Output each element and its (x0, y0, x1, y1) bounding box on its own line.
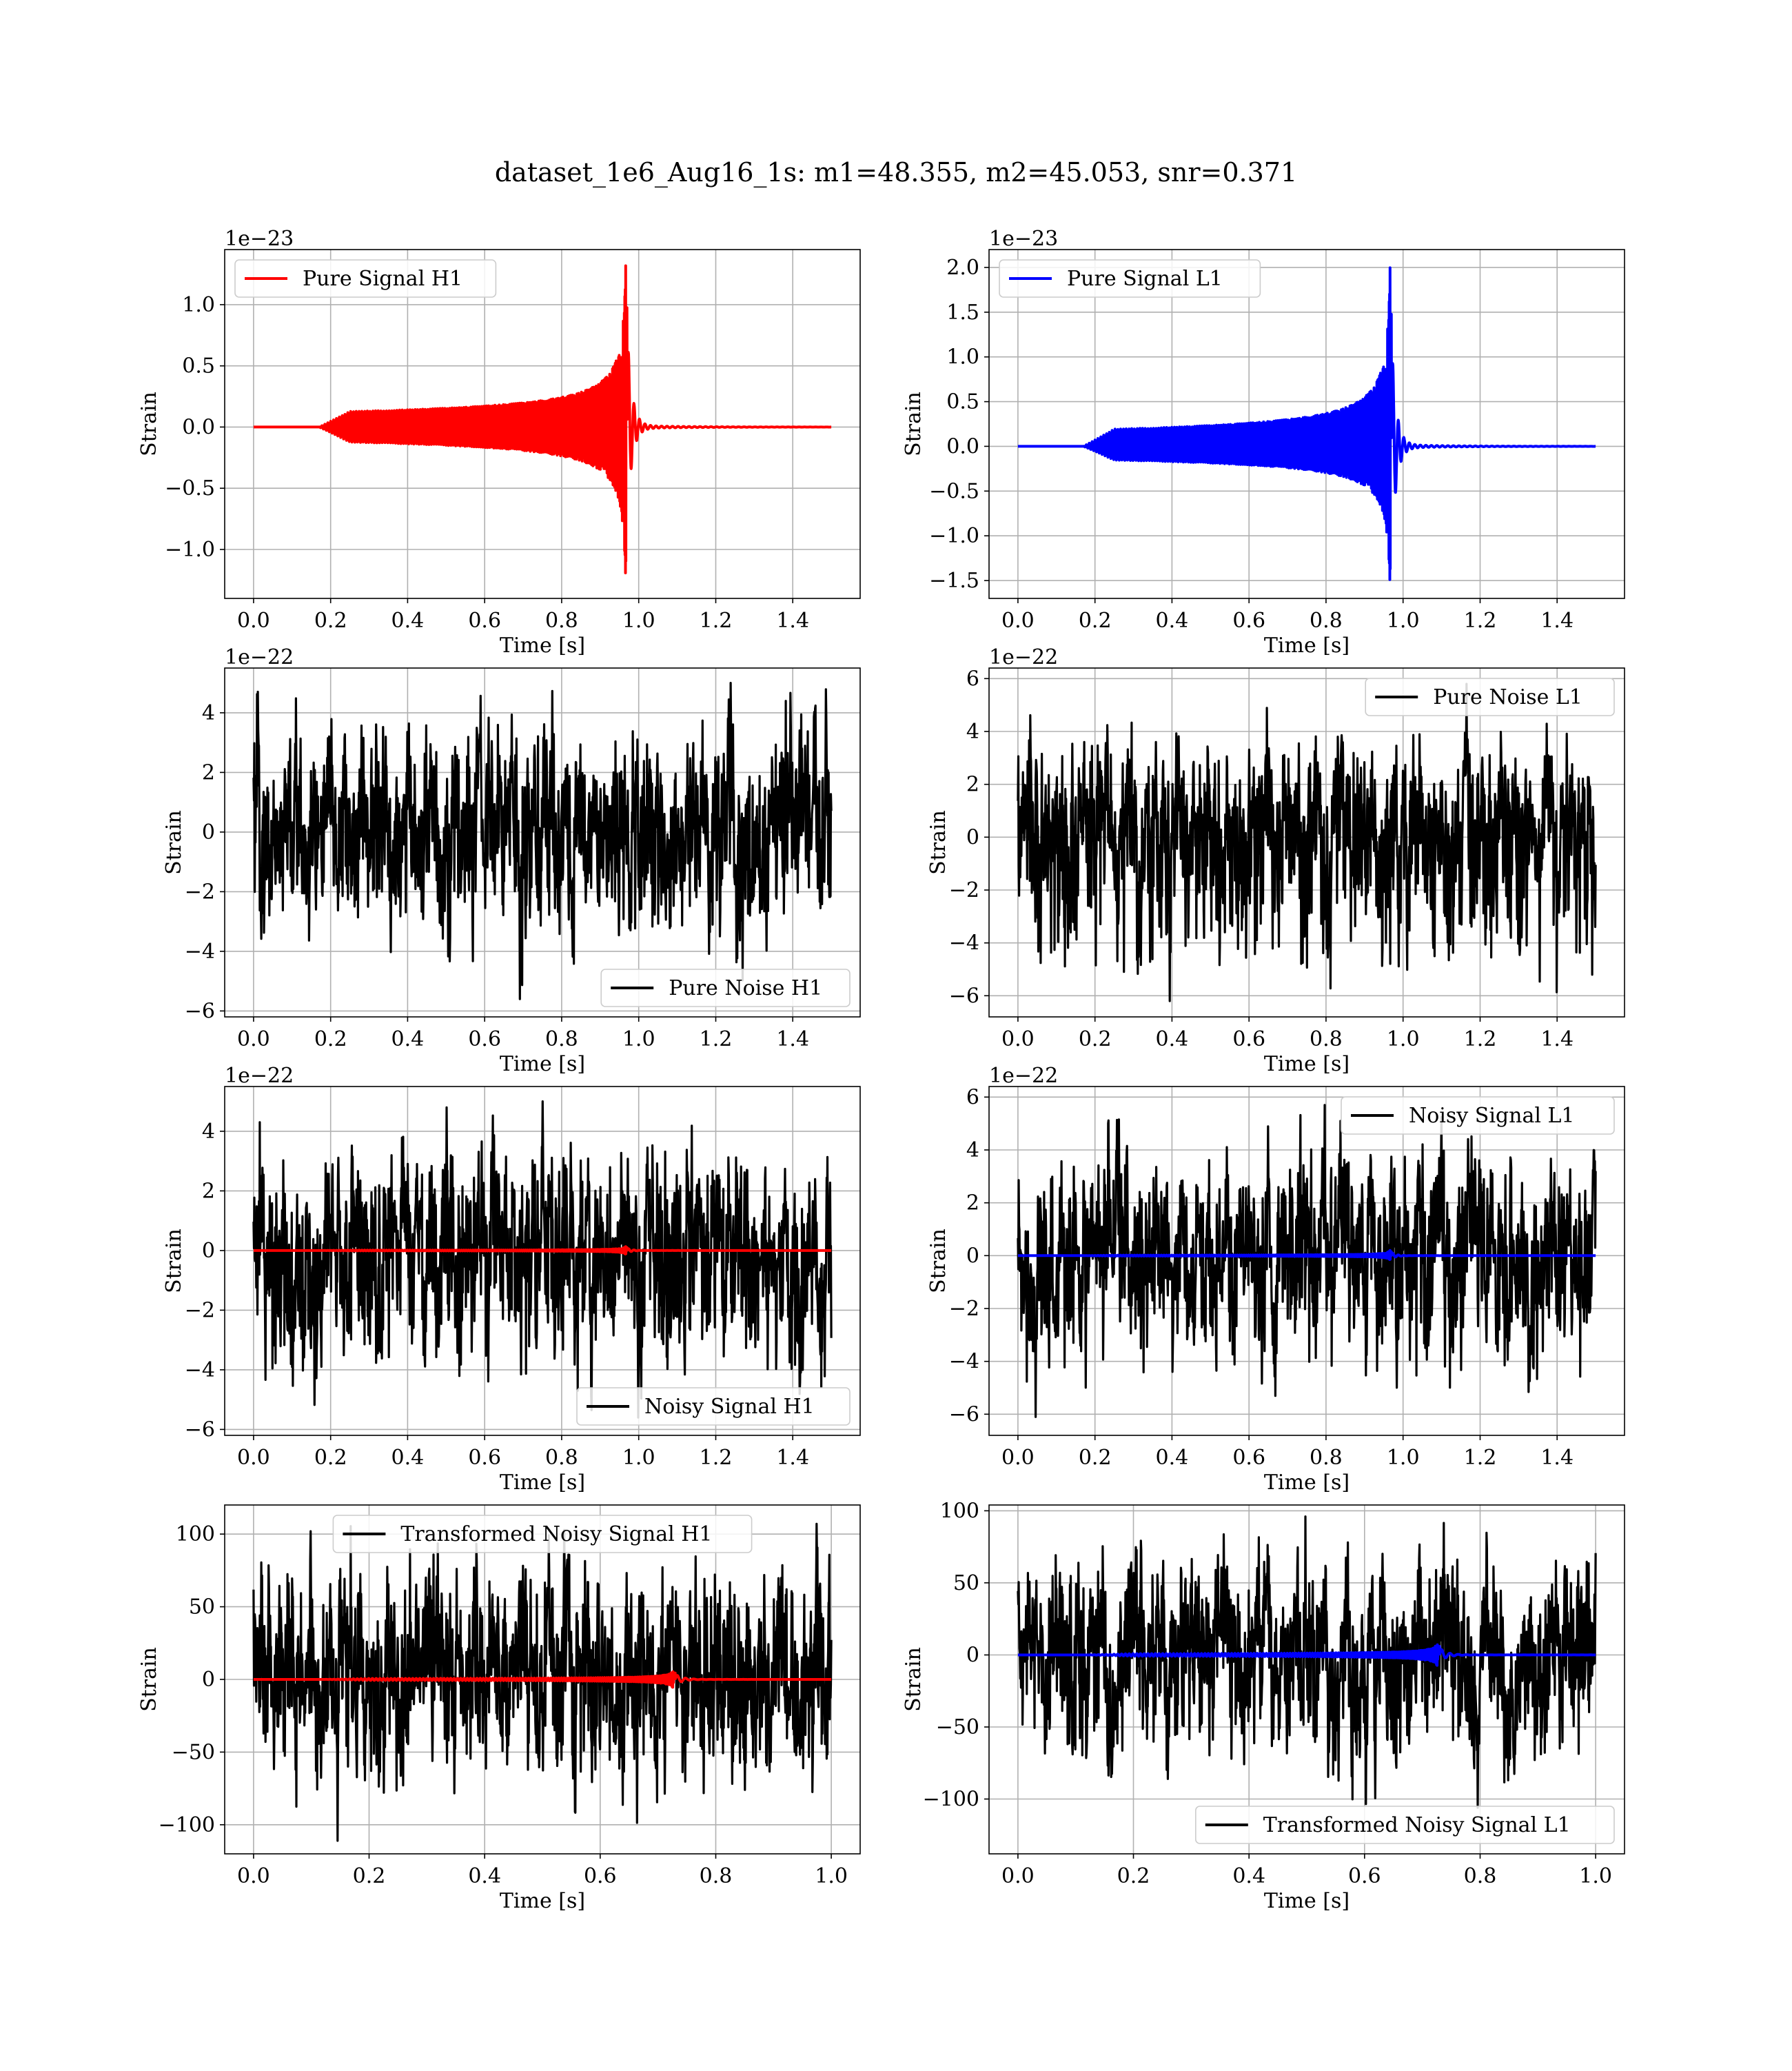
y-tick-label: 0 (201, 1238, 215, 1263)
x-tick-label: 0.6 (1232, 1027, 1266, 1051)
x-tick-label: 0.4 (1155, 609, 1189, 633)
legend (601, 969, 850, 1007)
y-tick-label: −2 (948, 1297, 979, 1321)
y-tick-label: 1.5 (946, 300, 979, 325)
x-tick-label: 0.0 (1001, 1864, 1035, 1888)
y-tick-label: −1.0 (165, 538, 215, 562)
y-tick-label: 2.0 (946, 255, 979, 280)
y-axis-label: Strain (926, 810, 950, 875)
y-tick-label: 100 (939, 1499, 979, 1524)
y-axis-label: Strain (902, 392, 926, 456)
x-tick-label: 0.0 (1001, 1027, 1035, 1051)
x-tick-label: 0.6 (1232, 609, 1266, 633)
x-tick-label: 0.8 (545, 609, 578, 633)
y-tick-label: 0.5 (946, 390, 979, 414)
x-tick-label: 1.0 (1386, 1446, 1420, 1470)
x-tick-label: 1.0 (622, 1446, 655, 1470)
y-tick-label: −4 (184, 939, 215, 964)
x-tick-label: 0.8 (1463, 1864, 1497, 1888)
x-axis-label: Time [s] (1263, 1889, 1350, 1913)
x-tick-label: 0.8 (545, 1446, 578, 1470)
x-tick-label: 1.0 (815, 1864, 848, 1888)
x-tick-label: 1.0 (1579, 1864, 1612, 1888)
x-tick-label: 0.2 (1078, 609, 1112, 633)
y-tick-label: 50 (953, 1570, 979, 1595)
y-tick-label: −2 (948, 878, 979, 902)
x-axis-label: Time [s] (499, 1471, 586, 1495)
y-axis-label: Strain (162, 810, 186, 875)
x-tick-label: 0.8 (1310, 1027, 1343, 1051)
y-axis-label: Strain (137, 392, 161, 456)
x-tick-label: 1.2 (699, 609, 733, 633)
x-tick-label: 0.4 (1232, 1864, 1266, 1888)
legend (333, 1515, 751, 1553)
x-tick-label: 1.0 (622, 1027, 655, 1051)
y-tick-label: 2 (966, 772, 979, 797)
y-axis-label: Strain (902, 1647, 926, 1712)
series-line-pure-signal-l1 (1018, 267, 1596, 579)
x-tick-label: 0.6 (1232, 1446, 1266, 1470)
y-tick-label: −0.5 (165, 476, 215, 501)
x-tick-label: 1.4 (1540, 1027, 1574, 1051)
y-tick-label: 50 (188, 1595, 215, 1619)
x-tick-label: 0.4 (391, 609, 425, 633)
x-tick-label: 1.0 (1386, 609, 1420, 633)
y-tick-label: 100 (175, 1522, 215, 1547)
y-tick-label: −4 (184, 1357, 215, 1382)
subplot-p3 (162, 645, 860, 1076)
y-tick-label: 4 (201, 700, 215, 725)
subplot-p7 (137, 1505, 860, 1913)
x-tick-label: 0.4 (391, 1027, 425, 1051)
x-tick-label: 0.2 (352, 1864, 386, 1888)
x-tick-label: 1.2 (1463, 1446, 1497, 1470)
figure-suptitle: dataset_1e6_Aug16_1s: m1=48.355, m2=45.053, snr=0.371 (494, 157, 1298, 188)
legend-label: Transformed Noisy Signal L1 (1263, 1813, 1571, 1837)
x-tick-label: 1.2 (699, 1446, 733, 1470)
axis-offset-text: 1e−22 (225, 645, 294, 669)
y-tick-label: 6 (966, 1085, 979, 1110)
y-axis-label: Strain (137, 1647, 161, 1712)
y-tick-label: −1.0 (929, 524, 979, 549)
x-tick-label: 0.2 (1078, 1027, 1112, 1051)
x-axis-label: Time [s] (499, 1052, 586, 1076)
legend (1365, 678, 1614, 716)
legend (1341, 1097, 1614, 1134)
subplot-p2 (902, 227, 1625, 658)
subplot-p5 (162, 1064, 860, 1495)
y-tick-label: 4 (201, 1119, 215, 1144)
legend (999, 260, 1260, 297)
y-tick-label: 2 (966, 1191, 979, 1215)
y-tick-label: 0.0 (946, 434, 979, 459)
series-line-transformed-noisy-signal-h1 (254, 1524, 831, 1841)
x-tick-label: 0.2 (314, 1446, 347, 1470)
series-line-transformed-noisy-signal-l1 (1018, 1517, 1596, 1808)
x-tick-label: 0.8 (1310, 1446, 1343, 1470)
axis-offset-text: 1e−23 (989, 227, 1059, 251)
x-axis-label: Time [s] (499, 1889, 586, 1913)
x-tick-label: 0.4 (1155, 1027, 1189, 1051)
axis-offset-text: 1e−23 (225, 227, 294, 251)
legend (1196, 1806, 1614, 1843)
x-tick-label: 1.4 (1540, 1446, 1574, 1470)
y-tick-label: 0.0 (182, 415, 215, 440)
y-tick-label: 0 (201, 820, 215, 845)
x-tick-label: 0.6 (583, 1864, 617, 1888)
subplot-p8 (902, 1499, 1625, 1913)
x-axis-label: Time [s] (499, 634, 586, 658)
x-tick-label: 0.6 (468, 609, 502, 633)
y-tick-label: −2 (184, 880, 215, 905)
x-tick-label: 0.6 (1347, 1864, 1381, 1888)
subplot-p6 (926, 1064, 1625, 1495)
legend-label: Transformed Noisy Signal H1 (400, 1522, 713, 1546)
legend (235, 260, 496, 297)
x-axis-label: Time [s] (1263, 1471, 1350, 1495)
x-tick-label: 1.4 (776, 1446, 810, 1470)
y-tick-label: 6 (966, 667, 979, 691)
x-tick-label: 0.0 (1001, 609, 1035, 633)
x-tick-label: 0.4 (468, 1864, 502, 1888)
y-tick-label: 2 (201, 760, 215, 785)
y-tick-label: −50 (935, 1715, 979, 1739)
x-tick-label: 0.4 (1155, 1446, 1189, 1470)
legend-label: Pure Noise H1 (669, 976, 823, 1000)
y-tick-label: −6 (948, 1402, 979, 1427)
y-axis-label: Strain (926, 1229, 950, 1293)
y-tick-label: 0 (966, 825, 979, 850)
x-axis-label: Time [s] (1263, 634, 1350, 658)
y-tick-label: 1.0 (182, 292, 215, 317)
x-tick-label: 0.4 (391, 1446, 425, 1470)
y-tick-label: −1.5 (929, 569, 979, 594)
legend-label: Pure Signal L1 (1067, 267, 1223, 291)
x-tick-label: 0.8 (1310, 609, 1343, 633)
x-tick-label: 0.0 (237, 1027, 270, 1051)
y-tick-label: −6 (948, 984, 979, 1009)
series-line-noisy-signal-l1 (1018, 1105, 1596, 1417)
legend-label: Pure Noise L1 (1433, 685, 1582, 709)
subplot-p1 (137, 227, 860, 658)
y-tick-label: −4 (948, 1349, 979, 1374)
x-tick-label: 1.0 (622, 609, 655, 633)
legend (577, 1388, 850, 1425)
x-tick-label: 1.4 (776, 609, 810, 633)
x-tick-label: 0.0 (237, 609, 270, 633)
y-tick-label: −50 (171, 1740, 215, 1765)
x-tick-label: 1.2 (1463, 1027, 1497, 1051)
y-tick-label: 1.0 (946, 345, 979, 370)
axis-offset-text: 1e−22 (989, 1064, 1059, 1088)
x-tick-label: 1.4 (776, 1027, 810, 1051)
y-tick-label: 4 (966, 1138, 979, 1162)
legend-label: Noisy Signal L1 (1409, 1104, 1575, 1128)
x-tick-label: 0.2 (1117, 1864, 1150, 1888)
subplot-p4 (926, 645, 1625, 1076)
x-tick-label: 1.2 (699, 1027, 733, 1051)
y-tick-label: −100 (158, 1812, 215, 1837)
legend-label: Pure Signal H1 (303, 267, 463, 291)
x-tick-label: 0.0 (237, 1446, 270, 1470)
axis-offset-text: 1e−22 (225, 1064, 294, 1088)
y-tick-label: −4 (948, 931, 979, 956)
x-tick-label: 0.0 (1001, 1446, 1035, 1470)
y-tick-label: 0.5 (182, 354, 215, 378)
y-tick-label: 0 (966, 1643, 979, 1668)
y-tick-label: 0 (966, 1244, 979, 1269)
series-line-pure-signal-h1 (254, 266, 831, 574)
x-tick-label: 0.2 (1078, 1446, 1112, 1470)
y-tick-label: 0 (201, 1668, 215, 1692)
legend-label: Noisy Signal H1 (644, 1395, 815, 1419)
x-tick-label: 0.6 (468, 1446, 502, 1470)
y-tick-label: −6 (184, 1417, 215, 1442)
y-axis-label: Strain (162, 1229, 186, 1293)
y-tick-label: 4 (966, 720, 979, 744)
x-axis-label: Time [s] (1263, 1052, 1350, 1076)
y-tick-label: −6 (184, 999, 215, 1024)
y-tick-label: −100 (922, 1787, 979, 1812)
x-tick-label: 0.8 (545, 1027, 578, 1051)
x-tick-label: 1.0 (1386, 1027, 1420, 1051)
x-tick-label: 0.6 (468, 1027, 502, 1051)
y-tick-label: −0.5 (929, 479, 979, 504)
x-tick-label: 1.4 (1540, 609, 1574, 633)
x-tick-label: 1.2 (1463, 609, 1497, 633)
y-tick-label: 2 (201, 1179, 215, 1204)
axis-offset-text: 1e−22 (989, 645, 1059, 669)
x-tick-label: 0.8 (699, 1864, 733, 1888)
x-tick-label: 0.2 (314, 609, 347, 633)
x-tick-label: 0.2 (314, 1027, 347, 1051)
y-tick-label: −2 (184, 1298, 215, 1323)
x-tick-label: 0.0 (237, 1864, 270, 1888)
